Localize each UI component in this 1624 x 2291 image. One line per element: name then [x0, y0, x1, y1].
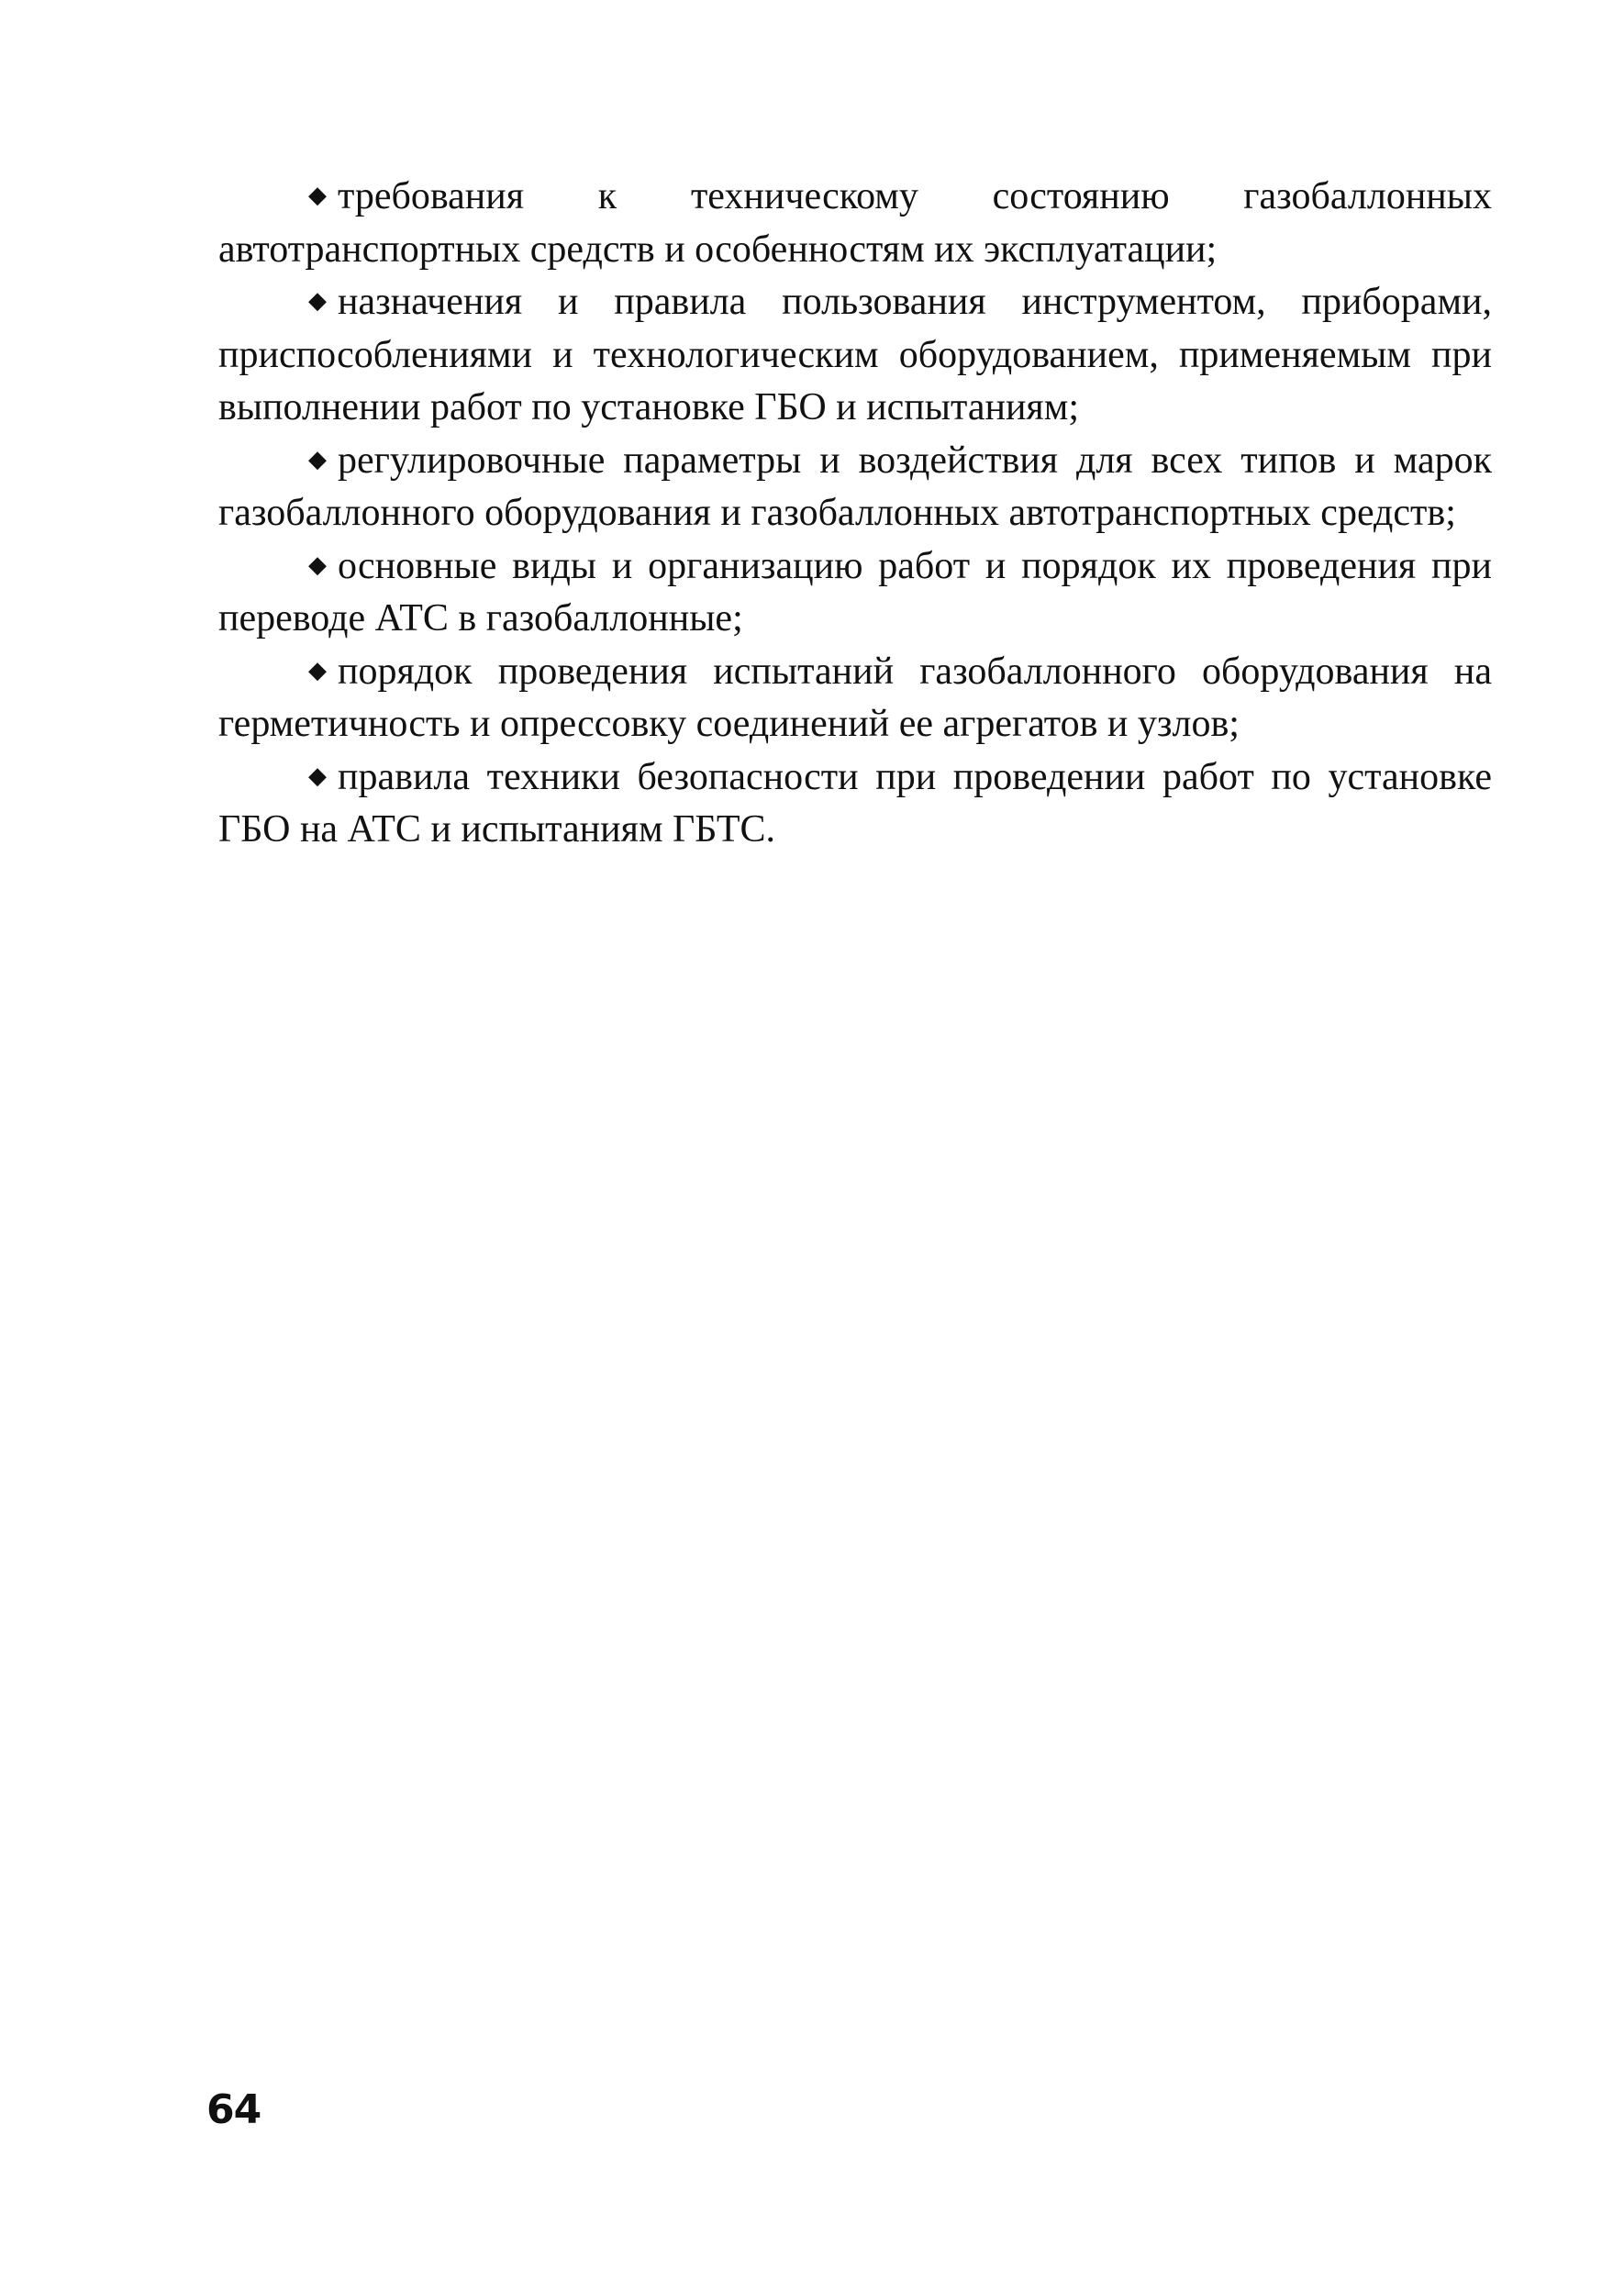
- page-number: 64: [206, 2086, 261, 2133]
- list-item: [218, 540, 1492, 646]
- list-item: [218, 276, 1492, 435]
- list-item: [218, 646, 1492, 751]
- list-item-text: порядок проведения испытаний газобаллонного оборудования на герметичность и опрессовку соединений ее агрегатов и узлов;: [218, 650, 1492, 745]
- diamond-bullet-icon: ◆: [308, 182, 327, 208]
- list-item-text: назначения и правила пользования инструментом, приборами, приспособлениями и технологическим оборудованием, применяемым при выполнении работ по установке ГБО и испытаниям;: [218, 281, 1492, 428]
- diamond-bullet-icon: ◆: [308, 551, 327, 578]
- diamond-bullet-icon: ◆: [308, 287, 327, 314]
- list-item-text: правила техники безопасности при проведении работ по установке ГБО на АТС и испытаниям ГБТС.: [218, 755, 1492, 851]
- diamond-bullet-icon: ◆: [308, 656, 327, 684]
- list-item: [218, 435, 1492, 540]
- list-item-text: требования к техническому состоянию газобаллонных автотранспортных средств и особенностям их эксплуатации;: [218, 175, 1492, 271]
- diamond-bullet-icon: ◆: [308, 445, 327, 473]
- diamond-bullet-icon: ◆: [308, 762, 327, 789]
- bullet-list: [218, 171, 1492, 857]
- list-item-text: регулировочные параметры и воздействия для всех типов и марок газобаллонного оборудования и газобаллонных автотранспортных средств;: [218, 439, 1492, 534]
- list-item: [218, 751, 1492, 857]
- list-item: [218, 171, 1492, 276]
- list-item-text: основные виды и организацию работ и порядок их проведения при переводе АТС в газобаллонные;: [218, 544, 1492, 639]
